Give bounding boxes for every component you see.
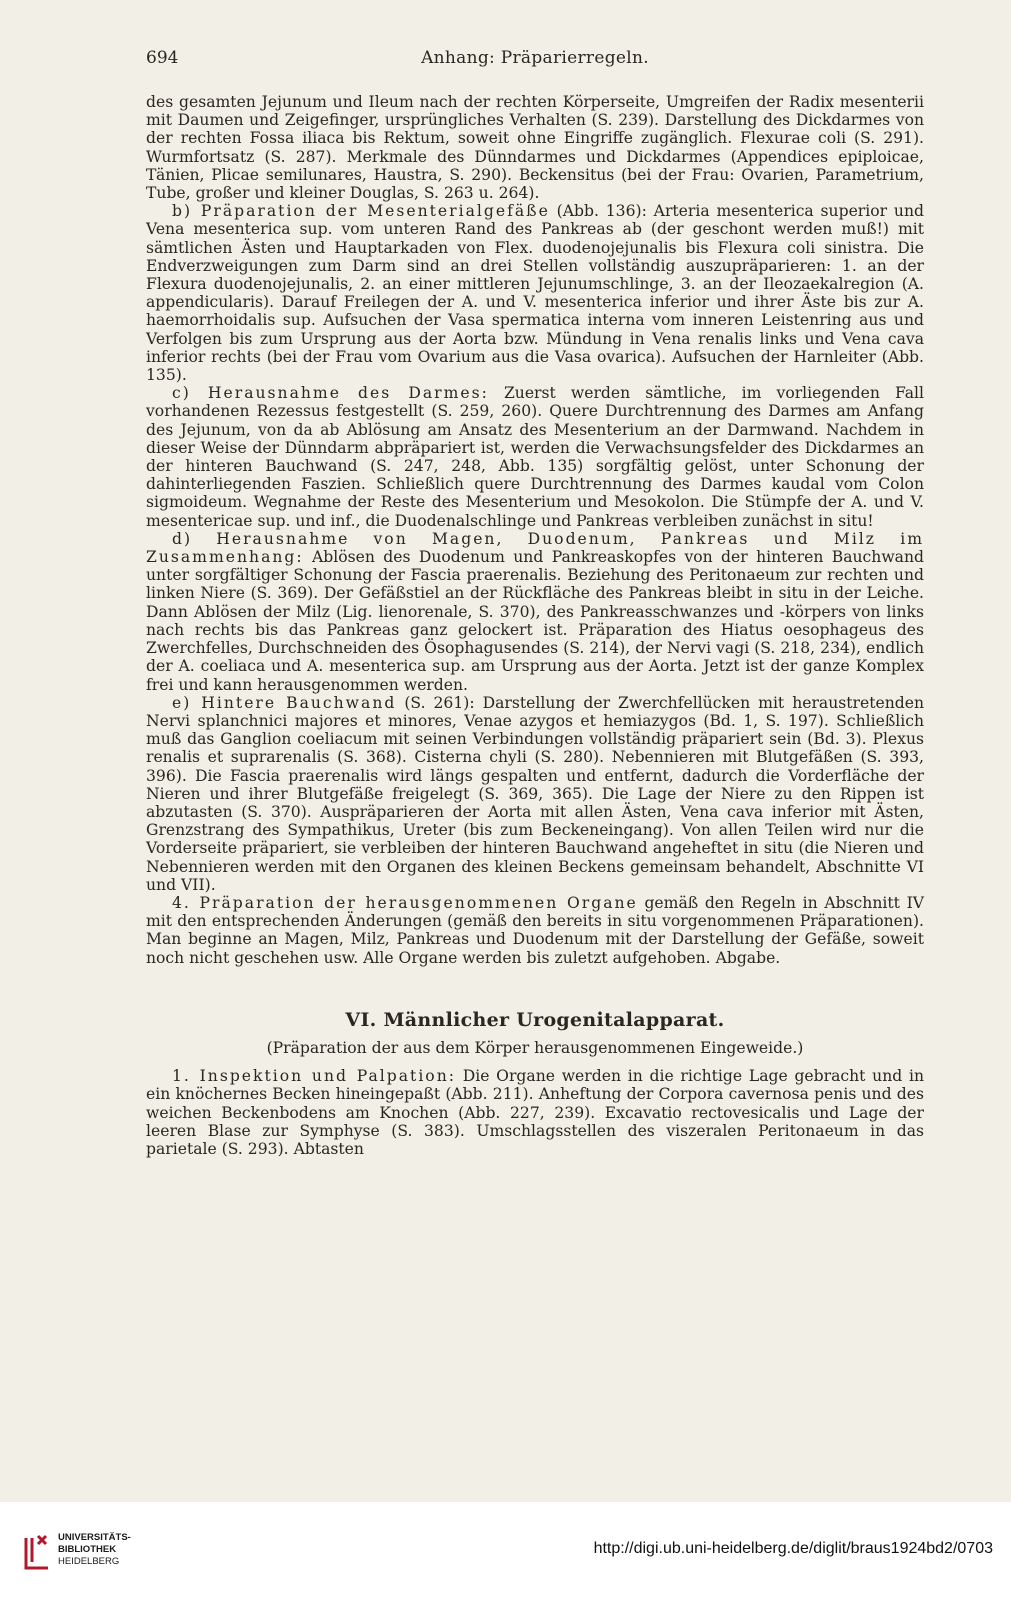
- section-title: VI. Männlicher Urogenitalapparat.: [345, 1008, 725, 1031]
- institution-line: UNIVERSITÄTS-: [58, 1532, 131, 1543]
- page-header: [146, 48, 924, 72]
- library-logo-icon: [22, 1532, 52, 1574]
- paragraph-text: (S. 261): Darstellung der Zwerchfellücken mit heraustretenden Nervi splanchnici majores et minores, Venae azygos et hemiazygos (Bd. 1, S. 197). Schließlich muß das Ganglion coeliacum mit seinen Verbindungen vollständig präpariert sein (Bd. 3). Plexus renalis et suprarenalis (S. 368). Cisterna chyli (S. 280). Nebennieren mit Blutgefäßen (S. 393, 396). Die Fascia praerenalis wird längs gespalten und entfernt, dadurch die Vorderfläche der Nieren und ihrer Blutgefäße freigelegt (S. 369, 365). Die Lage der Niere zu den Rippen ist abzutasten (S. 370). Auspräparieren der Aorta mit allen Ästen, Vena cava inferior mit Ästen, Grenzstrang des Sympathikus, Ureter (bis zum Beckeneingang). Von allen Teilen wird nur die Vorderseite präpariert, sie verbleiben der hinteren Bauchwand angeheftet in situ (die Nieren und Nebennieren werden mit den Organen des kleinen Beckens gemeinsam behandelt, Abschnitte VI und VII).: [146, 693, 925, 894]
- page-number: 694: [146, 48, 179, 68]
- paragraph-mesenterialgefaesse: [146, 202, 924, 384]
- paragraph-inspektion: [146, 1067, 924, 1158]
- paragraph-herausnahme-darm: [146, 384, 924, 530]
- footer: [0, 1502, 1011, 1597]
- institution-line: BIBLIOTHEK: [58, 1544, 117, 1555]
- paragraph-herausnahme-magen: [146, 530, 924, 694]
- paragraph-text: Zuerst werden sämtliche, im vorliegenden Fall vorhandenen Rezessus festgestellt (S. 259, 260). Quere Durchtrennung des Darmes am Anfang des Jejunum, von da ab Ablösung am Ansatz des Mesenterium an der Darmwand. Nachdem in dieser Weise der Dünndarm abpräpariert ist, werden die Verwachsungsfelder des Dickdarmes an der hinteren Bauchwand (S. 247, 248, Abb. 135) sorgfältig gelöst, unter Schonung der dahinterliegenden Faszien. Schließlich quere Durchtrennung des Darmes kaudal vom Colon sigmoideum. Wegnahme der Reste des Mesenterium und Mesokolon. Die Stümpfe der A. und V. mesentericae sup. und inf., die Duodenalschlinge und Pankreas verbleiben zunächst in situ!: [146, 384, 924, 530]
- paragraph-text: Die Organe werden in die richtige Lage gebracht und in ein knöchernes Becken hineingepaßt (Abb. 211). Anheftung der Corpora cavernosa penis und des weichen Beckenbodens am Knochen (Abb. 227, 239). Excavatio rectovesicalis und Lage der leeren Blase zur Symphyse (S. 383). Umschlagsstellen des viszeralen Peritonaeum in das parietale (S. 293). Abtasten: [146, 1067, 924, 1158]
- paragraph-heading: 4. Präparation der herausgenommenen Organe: [172, 893, 638, 912]
- paragraph-text: gemäß den Regeln in Abschnitt IV mit den entsprechenden Änderungen (gemäß den bereits in situ vorgenommenen Präparationen). Man beginne an Magen, Milz, Pankreas und Duodenum mit der Darstellung der Gefäße, soweit noch nicht geschehen usw. Alle Organe werden bis zuletzt aufgehoben. Abgabe.: [146, 893, 924, 967]
- page-body: [146, 93, 924, 1158]
- paragraph-heading: 1. Inspektion und Palpation:: [172, 1067, 456, 1086]
- running-title: Anhang: Präparierregeln.: [421, 48, 649, 68]
- institution-line: HEIDELBERG: [58, 1556, 120, 1567]
- paragraph-heading: e) Hintere Bauchwand: [172, 693, 397, 712]
- institution-name: [58, 1532, 131, 1568]
- section-subtitle: (Präparation der aus dem Körper herausgenommenen Eingeweide.): [266, 1038, 804, 1057]
- source-url-link[interactable]: http://digi.ub.uni-heidelberg.de/diglit/braus1924bd2/0703: [593, 1540, 993, 1557]
- paragraph-hintere-bauchwand: [146, 694, 924, 894]
- paragraph-heading: c) Herausnahme des Darmes:: [172, 384, 489, 403]
- paragraph-text: Ablösen des Duodenum und Pankreaskopfes von der hinteren Bauchwand unter sorgfältiger Schonung der Fascia praerenalis. Beziehung des Peritonaeum zur rechten und linken Niere (S. 369). Der Gefäßstiel an der Rückfläche des Pankreas bleibt in situ in der Leiche. Dann Ablösen der Milz (Lig. lienorenale, S. 370), des Pankreasschwanzes und -körpers von links nach rechts bis das Pankreas ganz gelockert ist. Präparation des Hiatus oesophageus des Zwerchfelles, Durchschneiden des Ösophagusendes (S. 214), der Nervi vagi (S. 218, 234), endlich der A. coeliaca und A. mesenterica sup. am Ursprung aus der Aorta. Jetzt ist der ganze Komplex frei und kann herausgenommen werden.: [146, 548, 924, 694]
- paragraph-heading: d) Herausnahme von Magen, Duodenum, Pankreas und Milz im Zusammenhang:: [146, 529, 924, 567]
- paragraph-praeparation-organe: [146, 894, 924, 967]
- paragraph-heading: b) Präparation der Mesenterialgefäße: [172, 202, 550, 221]
- paragraph-jejunum: des gesamten Jejunum und Ileum nach der rechten Körperseite, Umgreifen der Radix mesenterii mit Daumen und Zeigefinger, ursprüngliches Verhalten (S. 239). Darstellung des Dickdarmes von der rechten Fossa iliaca bis Rektum, soweit ohne Eingriffe zugänglich. Flexurae coli (S. 291). Wurmfortsatz (S. 287). Merkmale des Dünndarmes und Dickdarmes (Appendices epiploicae, Tänien, Plicae semilunares, Haustra, S. 290). Beckensitus (bei der Frau: Ovarien, Parametrium, Tube, großer und kleiner Douglas, S. 263 u. 264).: [146, 93, 924, 203]
- paragraph-text: (Abb. 136): Arteria mesenterica superior und Vena mesenterica sup. vom unteren Rand des Pankreas ab (der geschont werden muß!) mit sämtlichen Ästen und Hauptarkaden von Flex. duodenojejunalis bis Flexura coli sinistra. Die Endverzweigungen zum Darm sind an drei Stellen vollständig auszupräparieren: 1. an der Flexura duodenojejunalis, 2. an einer mittleren Jejunumschlinge, 3. an der Ileozaekalregion (A. appendicularis). Darauf Freilegen der A. und V. mesenterica inferior und ihrer Äste bis zur A. haemorrhoidalis sup. Aufsuchen der Vasa spermatica interna vom inneren Leistenring aus und Verfolgen bis zum Ursprung aus der Aorta bzw. Mündung in Vena renalis links und Vena cava inferior rechts (bei der Frau vom Ovarium aus die Vasa ovarica). Aufsuchen der Harnleiter (Abb. 135).: [146, 202, 924, 385]
